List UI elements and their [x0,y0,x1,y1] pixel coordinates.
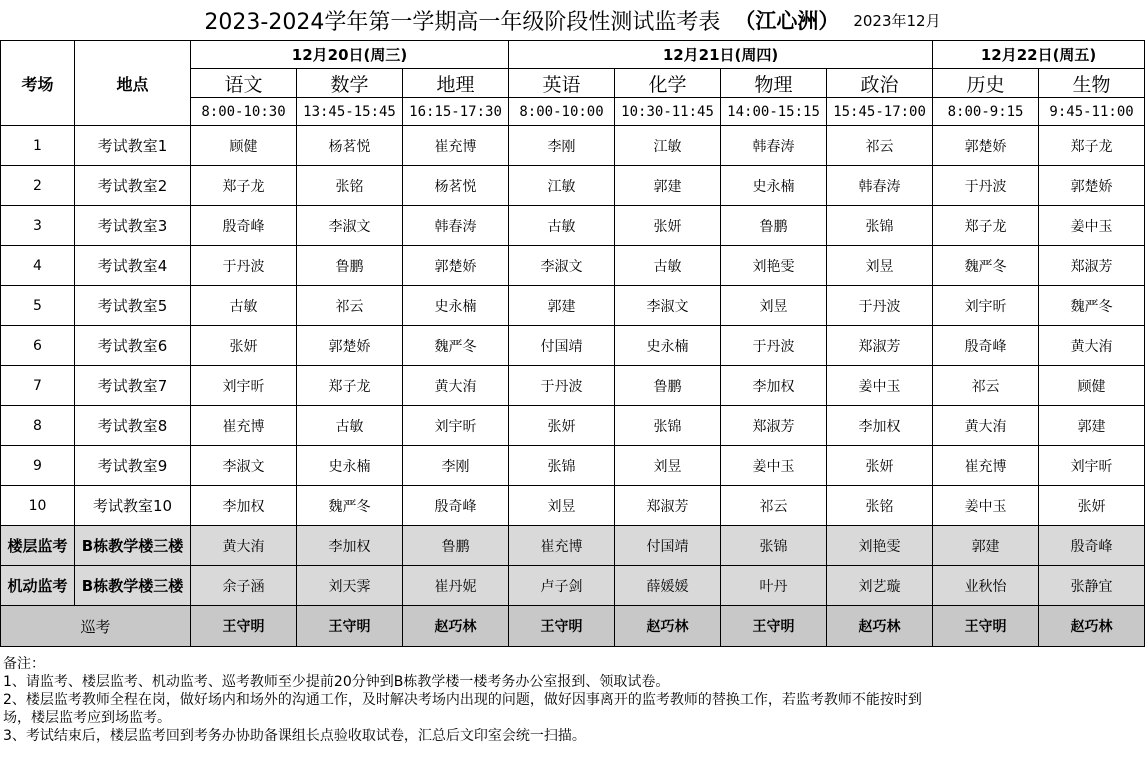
proctor-cell: 姜中玉 [721,446,827,486]
proctor-cell: 刘宇昕 [1039,446,1145,486]
time-slot: 10:30-11:45 [615,98,721,126]
proctor-cell: 郑淑芳 [1039,246,1145,286]
proctor-cell: 黄大洧 [403,366,509,406]
proctor-cell: 崔充博 [933,446,1039,486]
subject-header: 地理 [403,69,509,98]
note-item: 1、请监考、楼层监考、机动监考、巡考教师至少提前20分钟到B栋教学楼一楼考务办公室报到、领取试卷。 [3,674,670,690]
mobile-proctor-row [1,566,1145,606]
proctor-cell: 张妍 [827,446,933,486]
proctor-cell: 郭建 [509,286,615,326]
room-number: 8 [1,406,75,446]
mobile-proctor-cell: 余子涵 [191,566,297,606]
proctor-cell: 殷奇峰 [933,326,1039,366]
floor-proctor-cell: 刘艳雯 [827,526,933,566]
proctor-cell: 张铭 [297,166,403,206]
proctor-cell: 崔充博 [191,406,297,446]
proctor-cell: 殷奇峰 [191,206,297,246]
room-location: 考试教室6 [75,326,191,366]
time-slot: 15:45-17:00 [827,98,933,126]
proctor-cell: 李刚 [403,446,509,486]
proctor-cell: 韩春涛 [827,166,933,206]
proctor-cell: 史永楠 [297,446,403,486]
room-row [1,126,1145,166]
proctor-cell: 魏严冬 [1039,286,1145,326]
floor-proctor-cell: 郭建 [933,526,1039,566]
room-location: 考试教室10 [75,486,191,526]
proctor-cell: 史永楠 [615,326,721,366]
room-number: 6 [1,326,75,366]
subject-header: 生物 [1039,69,1145,98]
proctor-cell: 江敏 [615,126,721,166]
time-slot: 8:00-10:00 [509,98,615,126]
proctor-cell: 刘昱 [721,286,827,326]
floor-proctor-label: 楼层监考 [1,526,75,566]
proctor-cell: 殷奇峰 [403,486,509,526]
day-header-row [1,41,1145,69]
proctor-cell: 姜中玉 [1039,206,1145,246]
time-slot: 8:00-9:15 [933,98,1039,126]
patrol-proctor-cell: 赵巧林 [403,606,509,647]
mobile-proctor-cell: 崔丹妮 [403,566,509,606]
proctor-cell: 于丹波 [933,166,1039,206]
proctor-cell: 郑子龙 [933,206,1039,246]
mobile-proctor-cell: 叶丹 [721,566,827,606]
proctor-cell: 郭建 [615,166,721,206]
notes-title: 备注： [3,656,45,672]
proctor-cell: 李加权 [721,366,827,406]
patrol-proctor-cell: 王守明 [933,606,1039,647]
schedule-table [0,40,1145,647]
room-number: 7 [1,366,75,406]
proctor-cell: 李淑文 [509,246,615,286]
title-bar [0,0,1145,40]
mobile-proctor-cell: 刘天霁 [297,566,403,606]
time-slot: 9:45-11:00 [1039,98,1145,126]
proctor-cell: 韩春涛 [721,126,827,166]
time-slot: 8:00-10:30 [191,98,297,126]
patrol-proctor-cell: 王守明 [191,606,297,647]
proctor-cell: 于丹波 [509,366,615,406]
mobile-proctor-cell: 薛媛媛 [615,566,721,606]
proctor-cell: 韩春涛 [403,206,509,246]
proctor-cell: 杨茗悦 [403,166,509,206]
proctor-cell: 魏严冬 [297,486,403,526]
mobile-proctor-cell: 卢子剑 [509,566,615,606]
proctor-cell: 史永楠 [403,286,509,326]
proctor-cell: 魏严冬 [933,246,1039,286]
proctor-cell: 刘昱 [827,246,933,286]
proctor-cell: 于丹波 [827,286,933,326]
proctor-cell: 刘昱 [509,486,615,526]
subject-header: 数学 [297,69,403,98]
floor-proctor-cell: 殷奇峰 [1039,526,1145,566]
proctor-cell: 李刚 [509,126,615,166]
room-number: 4 [1,246,75,286]
proctor-cell: 付国靖 [509,326,615,366]
room-col-header: 考场 [1,41,75,126]
room-location: 考试教室3 [75,206,191,246]
proctor-cell: 郑淑芳 [827,326,933,366]
time-slot: 14:00-15:15 [721,98,827,126]
subject-header: 政治 [827,69,933,98]
time-slot: 16:15-17:30 [403,98,509,126]
room-number: 3 [1,206,75,246]
room-row [1,406,1145,446]
proctor-cell: 刘宇昕 [191,366,297,406]
proctor-cell: 史永楠 [721,166,827,206]
mobile-proctor-cell: 刘艺璇 [827,566,933,606]
proctor-cell: 刘宇昕 [933,286,1039,326]
room-location: 考试教室8 [75,406,191,446]
room-row [1,206,1145,246]
room-number: 1 [1,126,75,166]
proctor-cell: 鲁鹏 [297,246,403,286]
proctor-cell: 张锦 [509,446,615,486]
floor-proctor-cell: 付国靖 [615,526,721,566]
day-header: 12月20日(周三) [191,41,509,69]
proctor-cell: 于丹波 [721,326,827,366]
patrol-proctor-cell: 王守明 [297,606,403,647]
proctor-cell: 李加权 [827,406,933,446]
proctor-cell: 黄大洧 [1039,326,1145,366]
campus-label: （江心洲） [734,9,840,33]
room-row [1,366,1145,406]
room-number: 2 [1,166,75,206]
note-item: 3、考试结束后，楼层监考回到考务办协助备课组长点验收取试卷，汇总后文印室会统一扫描。 [3,728,586,744]
proctor-cell: 古敏 [615,246,721,286]
room-location: 考试教室5 [75,286,191,326]
proctor-cell: 郭楚娇 [297,326,403,366]
patrol-label: 巡考 [1,606,191,647]
subject-header: 化学 [615,69,721,98]
room-location: 考试教室2 [75,166,191,206]
proctor-cell: 崔充博 [403,126,509,166]
proctor-cell: 魏严冬 [403,326,509,366]
proctor-cell: 姜中玉 [827,366,933,406]
patrol-proctor-cell: 王守明 [509,606,615,647]
proctor-cell: 李淑文 [191,446,297,486]
room-location: 考试教室4 [75,246,191,286]
mobile-proctor-cell: 张静宜 [1039,566,1145,606]
floor-proctor-cell: 张锦 [721,526,827,566]
floor-proctor-cell: 李加权 [297,526,403,566]
proctor-cell: 郑子龙 [297,366,403,406]
proctor-cell: 刘艳雯 [721,246,827,286]
proctor-cell: 张锦 [615,406,721,446]
floor-proctor-cell: 崔充博 [509,526,615,566]
floor-proctor-cell: 鲁鹏 [403,526,509,566]
subject-header: 物理 [721,69,827,98]
proctor-cell: 郭楚娇 [1039,166,1145,206]
proctor-cell: 古敏 [509,206,615,246]
proctor-cell: 张妍 [1039,486,1145,526]
proctor-cell: 郑子龙 [1039,126,1145,166]
proctor-cell: 郑子龙 [191,166,297,206]
mobile-proctor-location: B栋教学楼三楼 [75,566,191,606]
patrol-proctor-cell: 赵巧林 [827,606,933,647]
proctor-cell: 郭楚娇 [403,246,509,286]
proctor-cell: 李加权 [191,486,297,526]
proctor-cell: 郭楚娇 [933,126,1039,166]
room-location: 考试教室1 [75,126,191,166]
proctor-cell: 祁云 [297,286,403,326]
subject-header: 英语 [509,69,615,98]
proctor-cell: 顾健 [1039,366,1145,406]
room-row [1,246,1145,286]
mobile-proctor-cell: 业秋怡 [933,566,1039,606]
proctor-cell: 张锦 [827,206,933,246]
patrol-proctor-cell: 王守明 [721,606,827,647]
proctor-cell: 黄大洧 [933,406,1039,446]
proctor-cell: 李淑文 [615,286,721,326]
proctor-cell: 祁云 [721,486,827,526]
subject-header: 语文 [191,69,297,98]
title-date: 2023年12月 [853,11,941,30]
day-header: 12月22日(周五) [933,41,1145,69]
room-row [1,326,1145,366]
proctor-cell: 张妍 [509,406,615,446]
note-item: 场，楼层监考应到场监考。 [3,710,171,726]
room-number: 9 [1,446,75,486]
proctor-cell: 刘宇昕 [403,406,509,446]
patrol-proctor-cell: 赵巧林 [615,606,721,647]
proctor-cell: 刘昱 [615,446,721,486]
notes-section [3,655,1141,745]
proctor-cell: 祁云 [827,126,933,166]
proctor-cell: 祁云 [933,366,1039,406]
proctor-cell: 郑淑芳 [615,486,721,526]
mobile-proctor-label: 机动监考 [1,566,75,606]
room-row [1,286,1145,326]
proctor-cell: 于丹波 [191,246,297,286]
patrol-row [1,606,1145,647]
day-header: 12月21日(周四) [509,41,933,69]
proctor-cell: 李淑文 [297,206,403,246]
proctor-cell: 鲁鹏 [615,366,721,406]
room-row [1,446,1145,486]
subject-header: 历史 [933,69,1039,98]
proctor-cell: 古敏 [191,286,297,326]
room-location: 考试教室9 [75,446,191,486]
proctor-cell: 古敏 [297,406,403,446]
page-title: 2023-2024学年第一学期高一年级阶段性测试监考表 [204,9,721,35]
room-location: 考试教室7 [75,366,191,406]
proctor-cell: 郭建 [1039,406,1145,446]
proctor-cell: 张妍 [615,206,721,246]
room-row [1,486,1145,526]
proctor-cell: 顾健 [191,126,297,166]
room-number: 10 [1,486,75,526]
room-row [1,166,1145,206]
patrol-proctor-cell: 赵巧林 [1039,606,1145,647]
floor-proctor-row [1,526,1145,566]
room-rows [1,126,1145,526]
proctor-cell: 杨茗悦 [297,126,403,166]
proctor-cell: 张铭 [827,486,933,526]
location-col-header: 地点 [75,41,191,126]
proctor-cell: 江敏 [509,166,615,206]
proctor-cell: 郑淑芳 [721,406,827,446]
proctor-cell: 张妍 [191,326,297,366]
proctor-cell: 鲁鹏 [721,206,827,246]
time-slot: 13:45-15:45 [297,98,403,126]
room-number: 5 [1,286,75,326]
note-item: 2、楼层监考教师全程在岗，做好场内和场外的沟通工作，及时解决考场内出现的问题，做好因事离开的监考教师的替换工作，若监考教师不能按时到 [3,692,922,708]
floor-proctor-cell: 黄大洧 [191,526,297,566]
proctor-cell: 姜中玉 [933,486,1039,526]
floor-proctor-location: B栋教学楼三楼 [75,526,191,566]
